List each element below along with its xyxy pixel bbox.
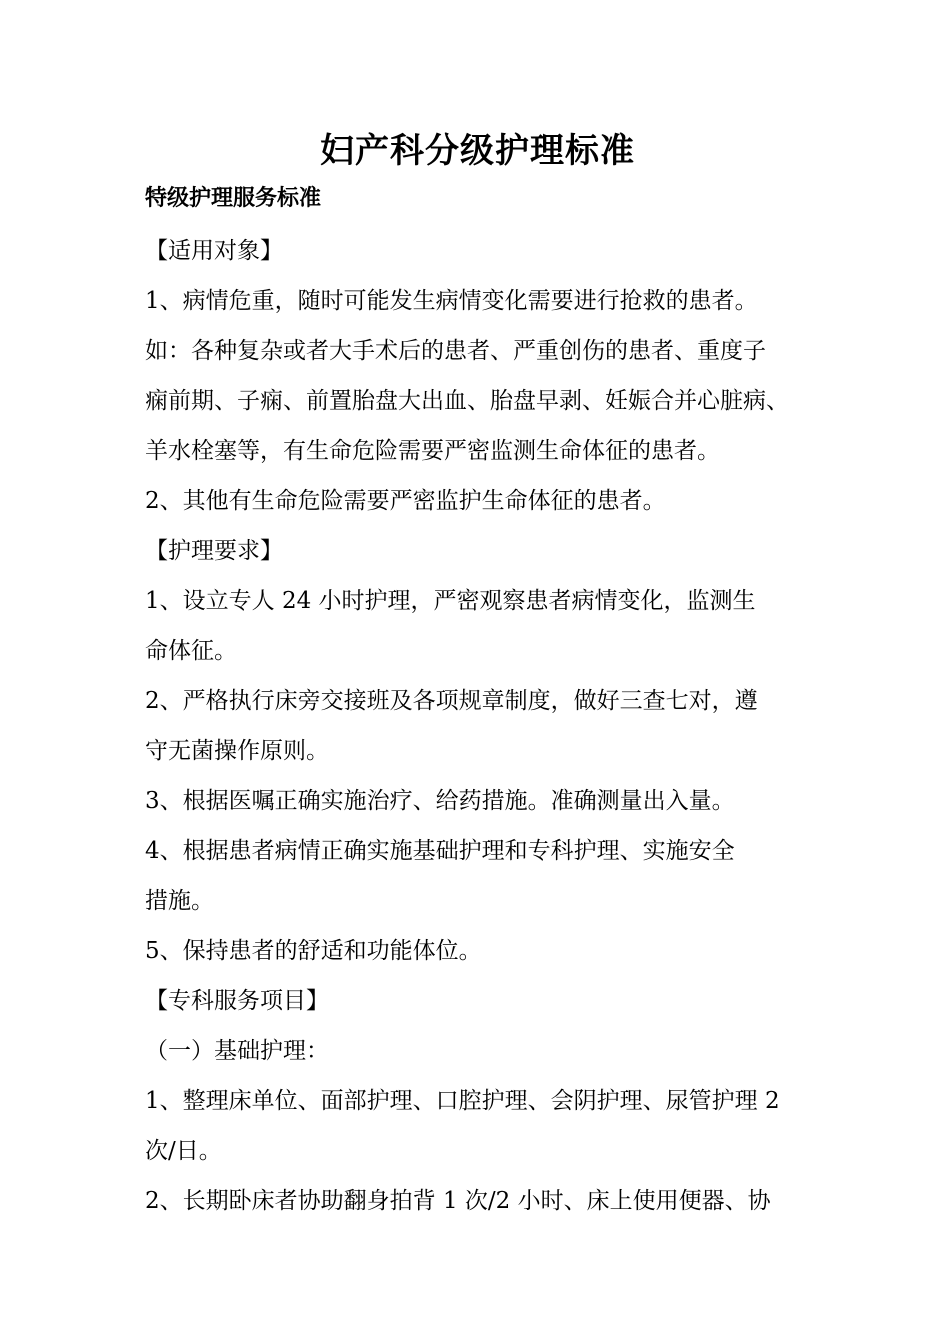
text-line: 羊水栓塞等，有生命危险需要严密监测生命体征的患者。 [145, 438, 720, 464]
section-title: 特级护理服务标准 [145, 186, 322, 211]
text-line: 1、整理床单位、面部护理、口腔护理、会阴护理、尿管护理 2 [145, 1088, 780, 1114]
text-line: 1、病情危重，随时可能发生病情变化需要进行抢救的患者。 [145, 288, 758, 314]
text-line: 次/日。 [145, 1138, 222, 1164]
text-line: 痫前期、子痫、前置胎盘大出血、胎盘早剥、妊娠合并心脏病、 [145, 388, 789, 414]
text-line: 5、保持患者的舒适和功能体位。 [145, 938, 482, 964]
heading-applicable-targets: 【适用对象】 [145, 238, 283, 264]
text-line: 命体征。 [145, 638, 237, 664]
heading-specialty-services: 【专科服务项目】 [145, 988, 329, 1014]
text-line: 2、严格执行床旁交接班及各项规章制度，做好三查七对，遵 [145, 688, 758, 714]
text-line: 2、长期卧床者协助翻身拍背 1 次/2 小时、床上使用便器、协 [145, 1188, 771, 1214]
text-line: 4、根据患者病情正确实施基础护理和专科护理、实施安全 [145, 838, 735, 864]
text-line: 2、其他有生命危险需要严密监护生命体征的患者。 [145, 488, 666, 514]
heading-nursing-requirements: 【护理要求】 [145, 538, 283, 564]
subheading-basic-care: （一）基础护理： [145, 1038, 329, 1064]
text-line: 守无菌操作原则。 [145, 738, 329, 764]
text-line: 3、根据医嘱正确实施治疗、给药措施。准确测量出入量。 [145, 788, 735, 814]
text-line: 措施。 [145, 888, 214, 914]
text-line: 如：各种复杂或者大手术后的患者、严重创伤的患者、重度子 [145, 338, 766, 364]
text-line: 1、设立专人 24 小时护理，严密观察患者病情变化，监测生 [145, 588, 756, 614]
document-title: 妇产科分级护理标准 [320, 131, 635, 171]
